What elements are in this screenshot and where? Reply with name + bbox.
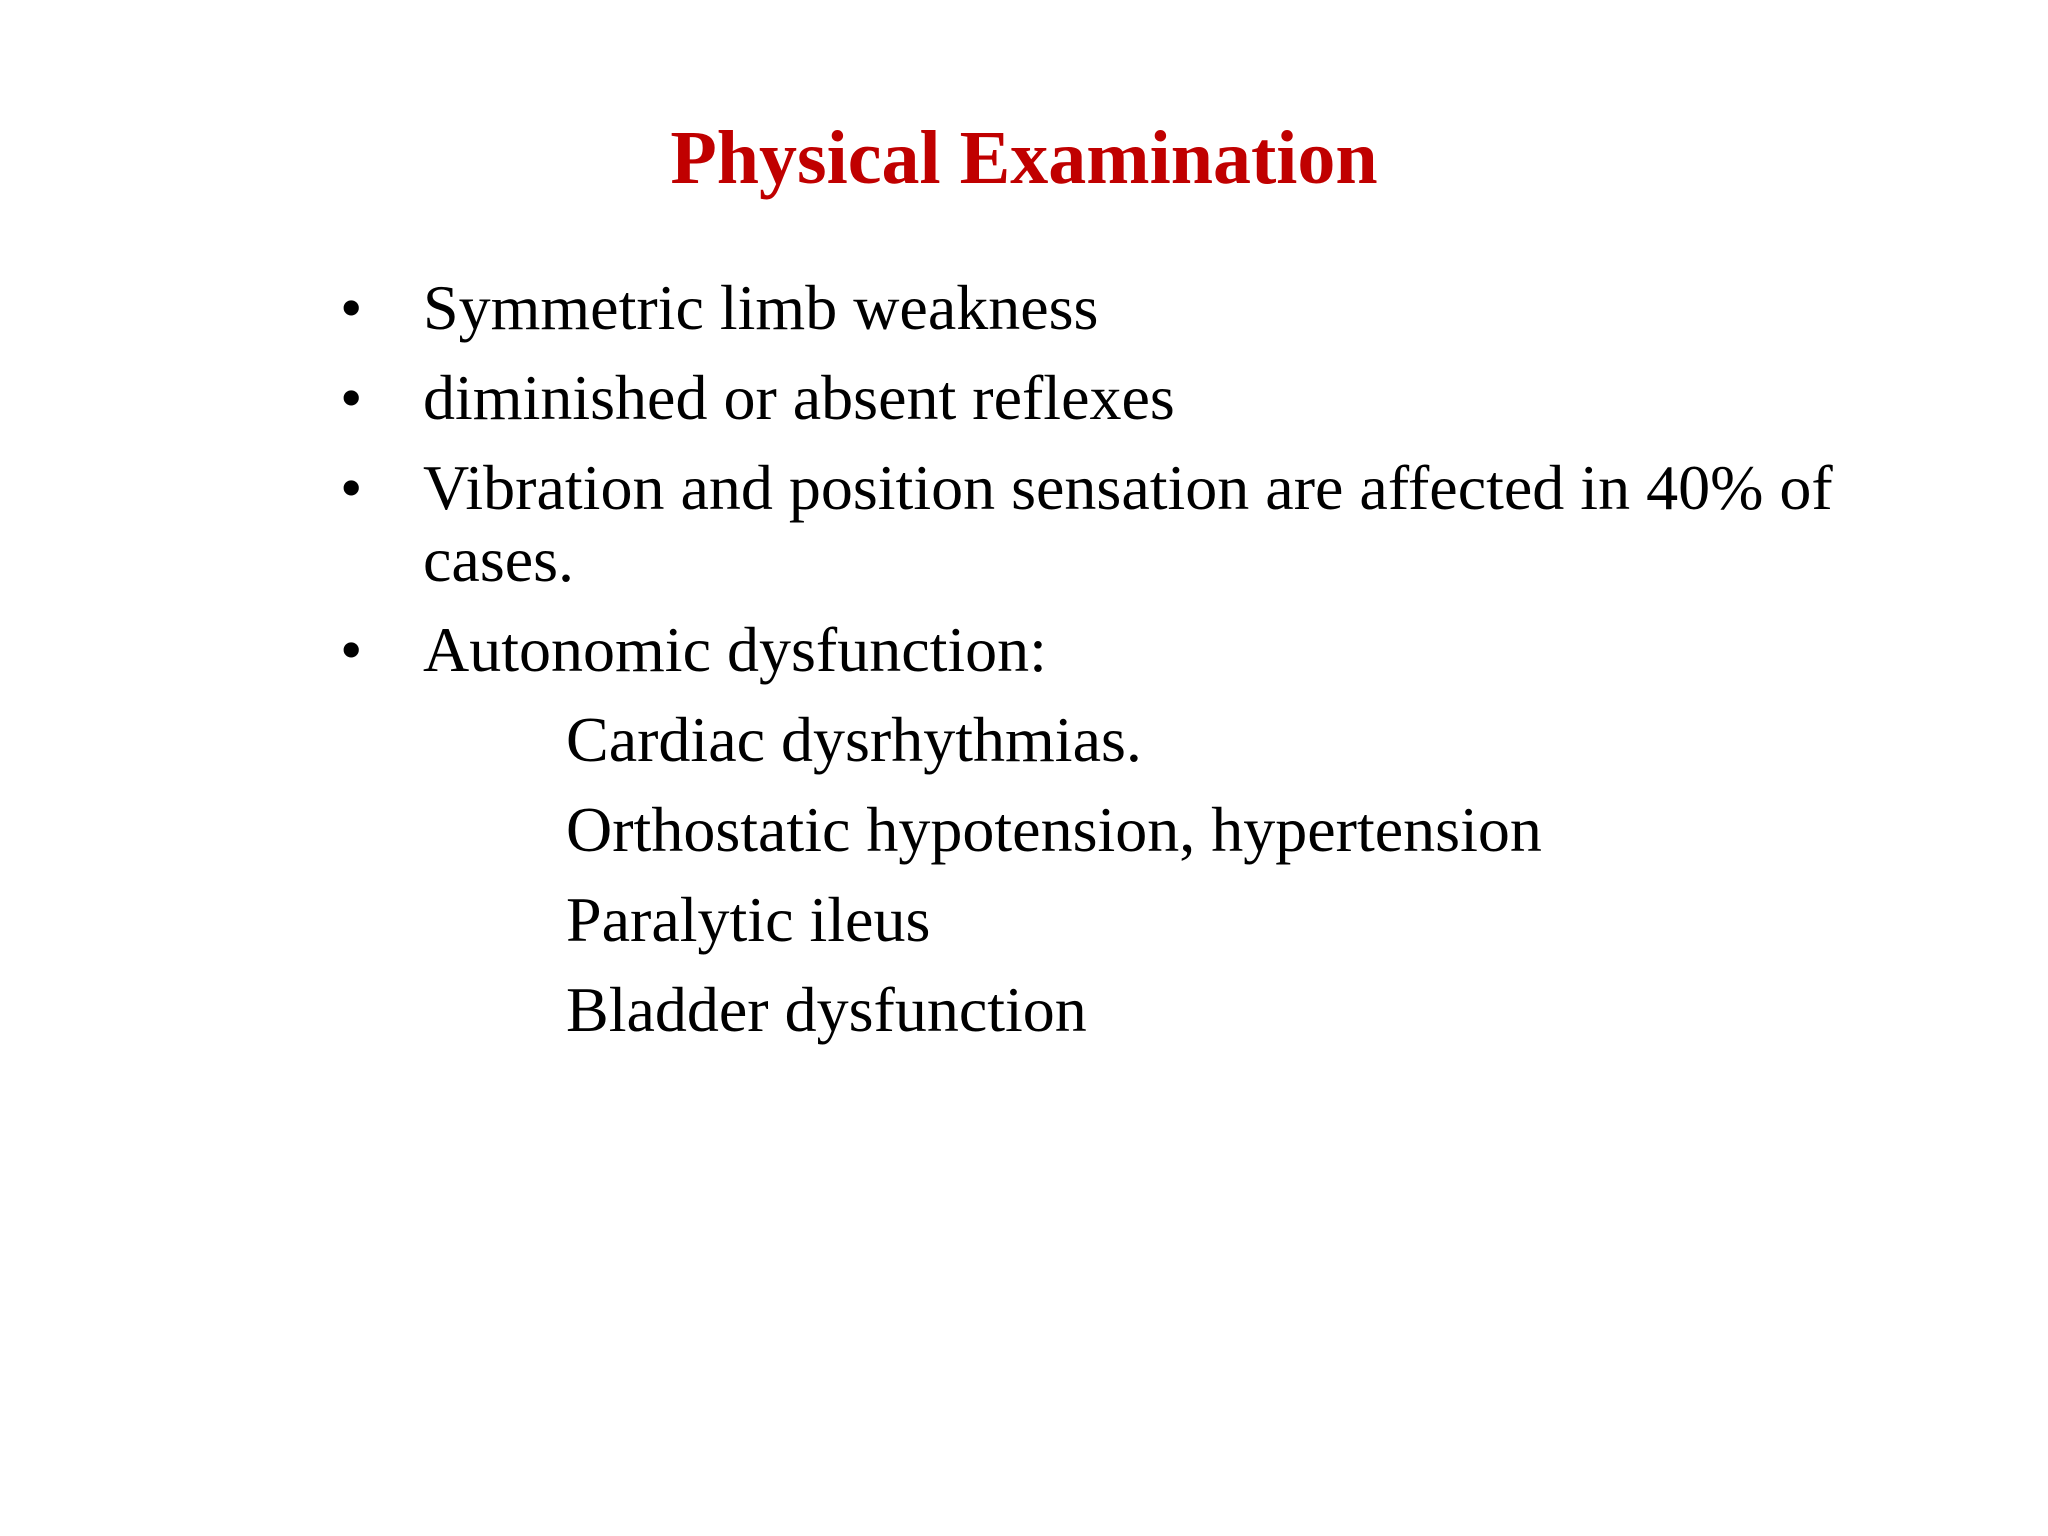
bullet-marker: • xyxy=(340,362,363,433)
slide-title: Physical Examination xyxy=(670,116,1378,200)
bullet-marker: • xyxy=(340,452,363,523)
bullet-marker: • xyxy=(340,272,363,343)
bullet-text: Vibration and position sensation are affected in 40% of cases. xyxy=(423,452,1833,595)
bullet-text: Symmetric limb weakness xyxy=(423,272,1099,343)
sub-item: Paralytic ileus xyxy=(566,884,931,955)
bullet-list xyxy=(340,272,1900,1064)
bullet-text: diminished or absent reflexes xyxy=(423,362,1175,433)
bullet-marker: • xyxy=(340,614,363,685)
bullet-item xyxy=(340,272,1900,344)
bullet-item xyxy=(340,614,1900,686)
sub-item: Cardiac dysrhythmias. xyxy=(566,704,1142,775)
bullet-item xyxy=(340,362,1900,434)
sub-list xyxy=(340,704,1900,1046)
sub-item: Orthostatic hypotension, hypertension xyxy=(566,794,1542,865)
sub-item: Bladder dysfunction xyxy=(566,974,1087,1045)
bullet-item xyxy=(340,452,1900,596)
bullet-text: Autonomic dysfunction: xyxy=(423,614,1047,685)
